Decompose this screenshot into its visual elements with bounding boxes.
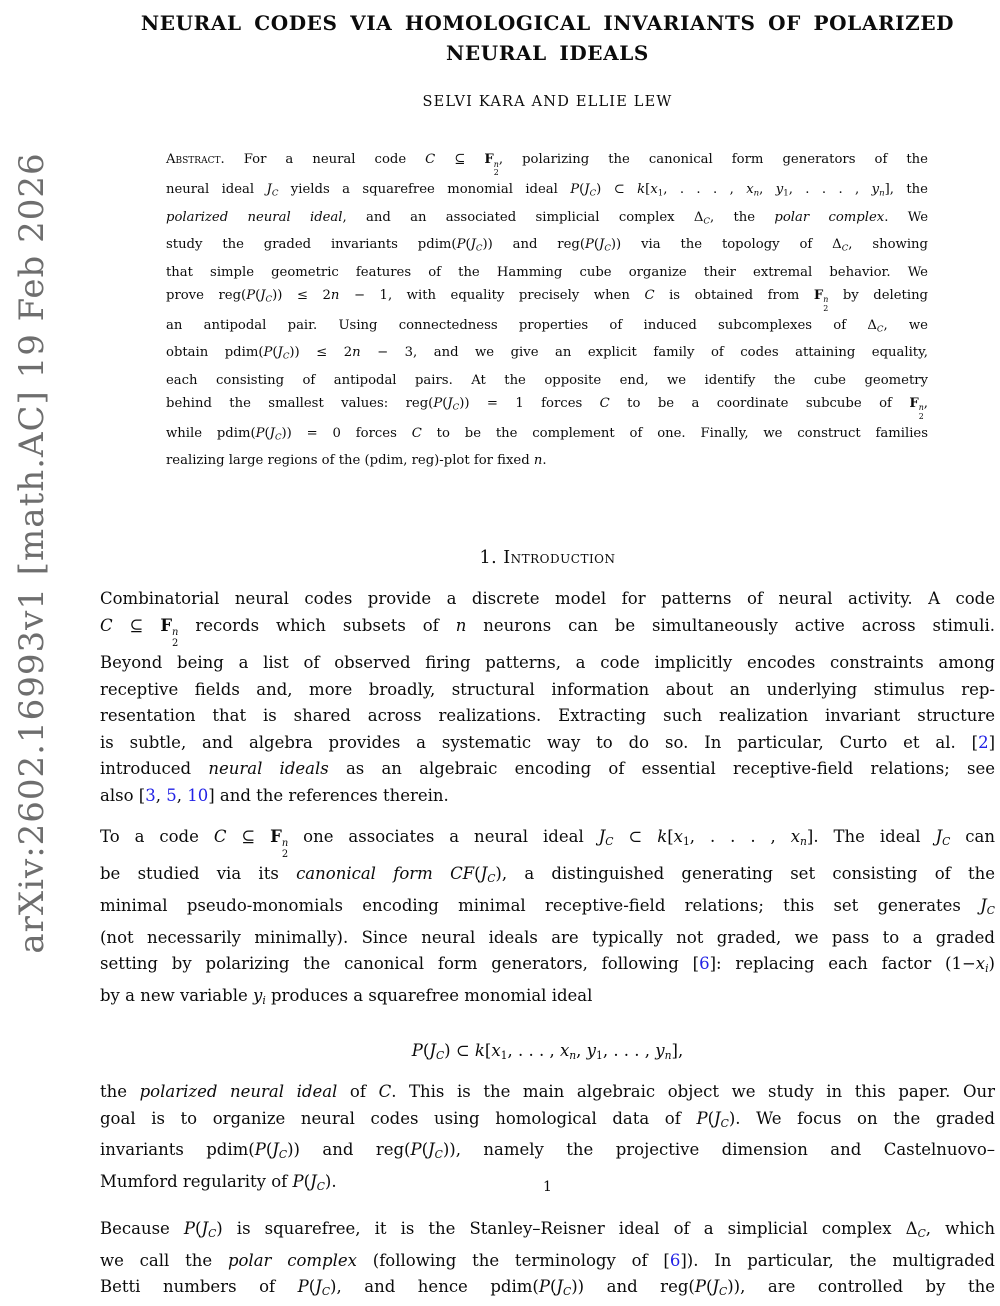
paragraph bbox=[100, 586, 995, 809]
text-line: behind the smallest values: $reg(P(J_C)) = 1$ forces C to be a coordinate subcube of F n 2 , bbox=[166, 395, 928, 422]
text-line: we call the polar complex (following the terminology of [6]). In particular, the multigraded bbox=[100, 1250, 995, 1270]
paragraph bbox=[100, 1216, 995, 1306]
text-line: receptive fields and, more broadly, structural information about an underlying stimulus rep- bbox=[100, 679, 995, 699]
text-line: Combinatorial neural codes provide a discrete model for patterns of neural activity. A code bbox=[100, 589, 995, 609]
text-line: resentation that is shared across realizations. Extracting such realization invariant structure bbox=[100, 706, 995, 726]
citation-link[interactable]: 2 bbox=[978, 732, 989, 752]
text-line: setting by polarizing the canonical form generators, following [6]: replacing each factor $(1-x_i)$ bbox=[100, 954, 995, 976]
citation-link[interactable]: 5 bbox=[166, 785, 177, 805]
paper-title-line-1: NEURAL CODES VIA HOMOLOGICAL INVARIANTS OF POLARIZED bbox=[140, 11, 955, 35]
text-line: be studied via its canonical form $CF(J_C)$, a distinguished generating set consisting of the bbox=[100, 864, 996, 886]
section-title: Introduction bbox=[503, 548, 616, 569]
text-line: an antipodal pair. Using connectedness properties of induced subcomplexes of $\Delta_C$, we bbox=[166, 317, 928, 335]
text-line: while $pdim(P(J_C)) = 0$ forces C to be the complement of one. Finally, we construct families bbox=[166, 425, 928, 443]
text-line: also [3, 5, 10] and the references therein. bbox=[100, 785, 449, 805]
text-line: Abstract. For a neural code C ⊆ F n 2 , polarizing the canonical form generators of the bbox=[166, 152, 928, 178]
text-line: the polarized neural ideal of C. This is the main algebraic object we study in this paper. Our bbox=[100, 1082, 995, 1102]
text-line: realizing large regions of the (pdim, reg)-plot for fixed n. bbox=[166, 453, 547, 469]
text-line: each consisting of antipodal pairs. At the opposite end, we identify the cube geometry bbox=[166, 372, 928, 388]
abstract bbox=[166, 148, 928, 472]
section-number: 1. bbox=[479, 548, 498, 569]
text-line: Betti numbers of $P(J_C)$, and hence $pdim(P(J_C))$ and $reg(P(J_C))$, are controlled by the bbox=[100, 1277, 995, 1299]
text-line: by a new variable $y_i$ produces a squarefree monomial ideal bbox=[100, 985, 593, 1008]
text-line: is subtle, and algebra provides a systematic way to do so. In particular, Curto et al. [2] bbox=[100, 732, 995, 752]
text-line: Beyond being a list of observed firing patterns, a code implicitly encodes constraints among bbox=[100, 653, 995, 673]
text-line: Mumford regularity of $P(J_C)$. bbox=[100, 1172, 337, 1194]
paper-page bbox=[100, 0, 996, 1299]
citation-link[interactable]: 6 bbox=[669, 1250, 681, 1270]
section-heading bbox=[100, 548, 995, 568]
paper-title-line-2: NEURAL IDEALS bbox=[446, 41, 649, 65]
citation-link[interactable]: 10 bbox=[187, 785, 209, 805]
text-line: Because $P(J_C)$ is squarefree, it is the Stanley–Reisner ideal of a simplicial complex $\Delta_C$, which bbox=[100, 1218, 995, 1241]
citation-link[interactable]: 6 bbox=[699, 954, 710, 974]
text-line: C ⊆ F n 2 records which subsets of n neurons can be simultaneously active across stimuli. bbox=[100, 615, 995, 650]
text-line: introduced neural ideals as an algebraic encoding of essential receptive-field relations; see bbox=[100, 759, 996, 779]
text-line: goal is to organize neural codes using homological data of $P(J_C)$. We focus on the graded bbox=[100, 1108, 995, 1130]
citation-link[interactable]: 3 bbox=[145, 785, 156, 805]
text-line: study the graded invariants $pdim(P(J_C))$ and $reg(P(J_C))$ via the topology of $\Delta_C$, showing bbox=[166, 237, 928, 254]
text-line: obtain $pdim(P(J_C)) \le 2n - 3$, and we give an explicit family of codes attaining equality, bbox=[166, 345, 928, 362]
paper-title bbox=[100, 8, 995, 68]
authors: SELVI KARA AND ELLIE LEW bbox=[422, 94, 673, 110]
text-line: invariants $pdim(P(J_C))$ and $reg(P(J_C))$, namely the projective dimension and Castelnuovo– bbox=[100, 1140, 995, 1162]
text-line: neural ideal $J_C$ yields a squarefree monomial ideal $P(J_C)$ ⊂ $k[x_1$, . . . , $x_n$, $y_1$, . . . , $y_n$], the bbox=[166, 181, 928, 199]
text-line: (not necessarily minimally). Since neural ideals are typically not graded, we pass to a graded bbox=[100, 927, 995, 947]
text-line: polarized neural ideal, and an associated simplicial complex $\Delta_C$, the polar complex. We bbox=[166, 209, 929, 227]
display-equation: $P(J_C)$ ⊂ $k[x_1$, . . . , $x_n$, $y_1$, . . . , $y_n$], bbox=[411, 1040, 684, 1062]
text-line: To a code C ⊆ F n 2 one associates a neural ideal $J_C$ ⊂ $k[x_1$, . . . , $x_n$]. The ideal $J_C$ can bbox=[100, 827, 995, 861]
text-line: that simple geometric features of the Hamming cube organize their extremal behavior. We bbox=[166, 264, 928, 280]
text-line: prove $reg(P(J_C)) \le 2n - 1$, with equality precisely when C is obtained from F n 2 by deleting bbox=[166, 287, 928, 313]
arxiv-stamp: arXiv:2602.16993v1 [math.AC] 19 Feb 2026 bbox=[12, 152, 52, 954]
introduction-body bbox=[100, 586, 995, 1306]
page-number: 1 bbox=[543, 1179, 552, 1195]
text-line: minimal pseudo-monomials encoding minimal receptive-field relations; this set generates $J_C$ bbox=[100, 895, 995, 918]
paragraph bbox=[100, 824, 995, 1015]
